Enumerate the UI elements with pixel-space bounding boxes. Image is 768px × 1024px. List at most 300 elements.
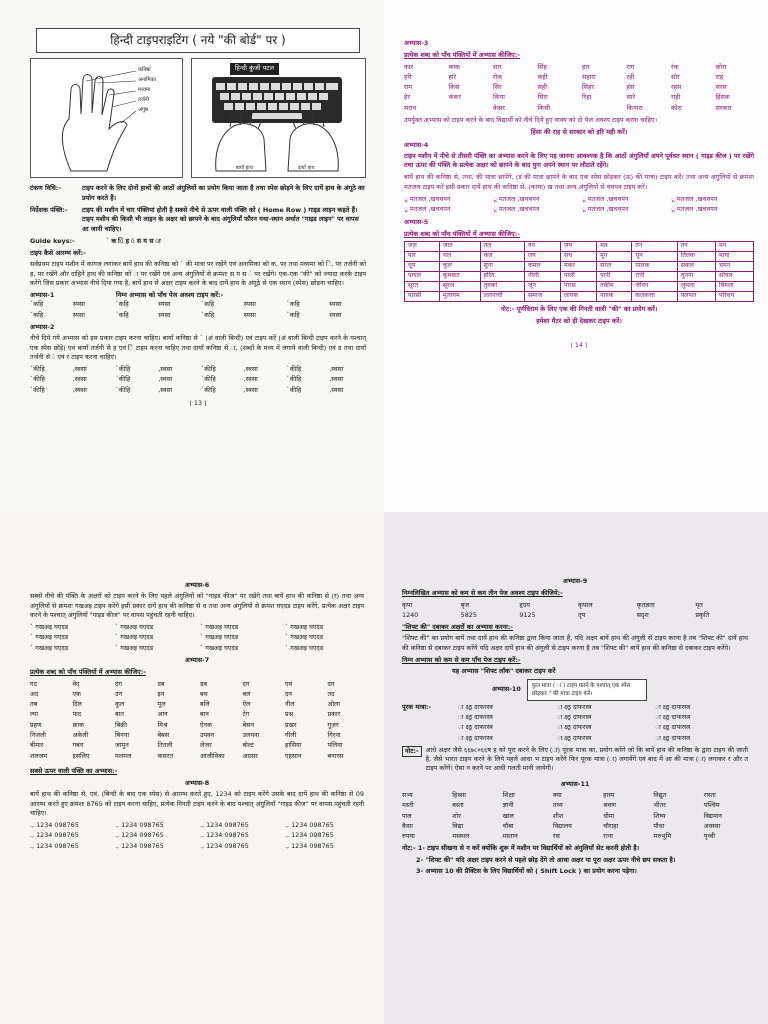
grid-cell: उलयना [242, 730, 260, 739]
grid-cell: तब [30, 700, 38, 709]
table-cell: ललनाची [480, 291, 524, 301]
table-cell: सोयल [716, 272, 754, 282]
grid-cell: स्यसा [329, 310, 342, 319]
table-cell: जीवन [632, 282, 677, 292]
grid-cell: `कीहि [286, 375, 302, 384]
grid-cell: ा क्ष्ठ्र दाफरस्त्र [655, 702, 691, 711]
grid-cell: हिस्सा [452, 791, 466, 799]
grid-cell: स्यसा [329, 300, 342, 309]
grid-cell: ,स्वसा [329, 365, 344, 374]
grid-cell: 5825 [460, 610, 477, 619]
grid-cell: `कीहि [115, 365, 131, 374]
table-cell: पारसी [405, 291, 440, 301]
table-cell: तुमको [480, 282, 524, 292]
grid-cell: ओला [327, 700, 341, 709]
left-hand-label: बायाँ हाथ [235, 165, 253, 172]
table-row [405, 242, 754, 252]
grid-cell: शिक्षा [502, 791, 515, 799]
grid-cell: ू मतजल ,खचवपन [493, 194, 540, 203]
grid-cell: टेग [242, 710, 250, 719]
grid-cell: शिष्य [653, 811, 666, 820]
grid-cell: राग [626, 62, 635, 71]
grid-cell: ा क्ष्ठ्र दाफरस्त्र [556, 713, 592, 722]
note-label: नोट:- [402, 746, 422, 757]
grid-cell: `कीहि [115, 375, 131, 384]
exercise-grid [30, 680, 364, 761]
table-cell: सुना [480, 262, 524, 272]
grid-cell: बल [242, 689, 251, 698]
grid-cell: श्रवण [603, 801, 616, 810]
grid-cell: खाल [502, 811, 514, 820]
exercise-heading: अभ्यास-8 [184, 779, 210, 788]
grid-cell: 1240 [402, 610, 419, 619]
grid-cell: सरस [715, 83, 727, 92]
definition-label: निर्देशक पंक्ति:- [30, 205, 68, 214]
table-cell: चुनना [677, 272, 715, 282]
exercise-heading: अभ्यास-10 [492, 684, 521, 693]
grid-cell: गद [30, 679, 37, 688]
note-item: नोट:- 1- टाइप सीखना से न करें क्योंकि शुरू में मशीन पर विद्यार्थियों को अंगुलियाँ सेट करनी होती है। [402, 844, 640, 853]
finger-label: कनिष्ठा [138, 67, 151, 74]
grid-cell: ज्ञानी [502, 801, 514, 810]
exercise-instruction: प्रत्येक शब्द को पाँच पंक्तियों में अभ्यास कीजिए:- [30, 668, 146, 677]
table-cell: माया [716, 252, 754, 262]
grid-cell: भीतर [653, 801, 666, 810]
exercise-grid [30, 821, 364, 851]
grid-cell: ,स्वसा [243, 365, 258, 374]
grid-cell: डब [200, 679, 208, 688]
grid-cell: ., 1234 098765 [115, 821, 164, 830]
grid-cell: रोक [493, 72, 503, 81]
grid-cell: सिरा [537, 93, 548, 102]
grid-cell: `कहि [201, 310, 215, 319]
table-row [405, 272, 754, 282]
grid-cell: उन [115, 689, 123, 698]
grid-cell: `कीहि [201, 365, 216, 374]
grid-cell: ., 1234 098765 [30, 841, 79, 850]
grid-cell: ू मतजल ,खचवपन [493, 205, 540, 214]
definition-label: टंकण विधि:- [30, 184, 61, 193]
table-cell: कल [480, 252, 524, 262]
grid-cell: `कहि [201, 300, 215, 309]
finger-label: मध्यमा [138, 87, 151, 94]
grid-cell: वेद [72, 679, 80, 688]
grid-cell: ` गखअइ घएदड [30, 633, 69, 642]
grid-cell: बात [115, 710, 124, 719]
table-cell: पलपल [677, 291, 715, 301]
grid-cell: मरुभूमि [653, 832, 672, 841]
table-cell: सूरज [439, 282, 480, 292]
grid-cell: ,स्वसा [72, 365, 87, 374]
grid-cell: सारे [626, 93, 636, 102]
table-cell: कुमकत [439, 272, 480, 282]
note-item: 2- "शिफ्ट की" यदि अक्षर टाइप करने से पहले छोड़ देंगे तो आधा अक्षर या पूरा अक्षर ऊपर नीचे छप सकता है। [416, 855, 676, 864]
exercise-heading: अभ्यास-5 [404, 217, 429, 226]
grid-cell: रुपया [402, 832, 415, 841]
grid-cell: प्रकार [327, 710, 341, 719]
grid-cell: ., 1234 098765 [200, 831, 249, 840]
table-cell: सच [560, 252, 596, 262]
table-cell: पल [405, 252, 440, 262]
grid-cell: पृथ्वी [703, 832, 716, 841]
grid-cell: अद [30, 689, 39, 698]
grid-cell: मलमल [115, 751, 132, 760]
grid-cell: विद्या [452, 821, 464, 830]
finger-label: अंगुष्ठ [138, 107, 148, 114]
grid-cell: सही [537, 83, 547, 92]
grid-cell: हासिया [285, 741, 302, 750]
grid-cell: रहस [671, 83, 682, 92]
grid-cell: बेसन [242, 720, 255, 729]
grid-cell: शलजम [30, 751, 48, 760]
table-cell: पायल [405, 272, 440, 282]
grid-cell: सोर [671, 72, 680, 81]
grid-cell: `कीहि [286, 385, 302, 394]
grid-cell: ` गखअइ घएदड [30, 623, 69, 632]
finger-diagram [30, 58, 183, 178]
table-cell: तल [480, 242, 524, 252]
grid-cell: इन [157, 689, 165, 698]
grid-cell: रिहा [582, 93, 592, 102]
grid-cell: सार [493, 62, 502, 71]
exercise-heading: अभ्यास-1 [30, 291, 55, 300]
grid-cell: बलि [200, 700, 210, 709]
paragraph: "शिफ्ट की" का प्रयोग बायें तथा दायें हाथ की कनिष्ठा द्वारा किया जाता है, यदि अक्षर बायें हाथ की अंगुली से टाइप करना है तब "शिफ्ट की" दायें हाथ की कनिष्ठा से दबाकर टाइप करेंगे यदि अक्षर दायें हाथ की अंगुली से टाइप करना है तब "शिफ्ट की" बायें हाथ की कनिष्ठा से दबाकर टाइप करेंगे। [402, 634, 748, 652]
table-cell: जुमला [677, 282, 715, 292]
exercise-instruction: प्रत्येक शब्द को पाँच पंक्तियों में अभ्यास कीजिए:- [404, 229, 520, 238]
grid-cell: `कहि [30, 300, 44, 309]
grid-cell: विद्यमान [703, 811, 722, 820]
grid-cell: पलिया [327, 741, 343, 750]
grid-cell: ,स्वसा [243, 375, 258, 384]
grid-cell [449, 104, 488, 113]
exercise-grid [402, 601, 748, 621]
grid-cell: गिरना [327, 730, 341, 739]
table-cell: बिमला [716, 282, 754, 292]
grid-cell: अग्रसर [242, 751, 258, 760]
grid-cell: मस्स्थल [452, 832, 470, 841]
grid-cell: इसलिए [72, 751, 90, 760]
grid-cell: मूल [157, 700, 166, 709]
grid-cell: ल्पा [30, 710, 39, 719]
exercise-heading: अभ्यास-11 [560, 779, 590, 788]
grid-cell: स्यसा [72, 300, 85, 309]
table-cell: पारस [560, 282, 596, 292]
grid-cell: गुज़र [327, 720, 339, 729]
exercise-heading: अभ्यास-6 [184, 581, 210, 589]
grid-cell: शीश [552, 811, 564, 820]
grid-cell: ा क्ष्ठ्र दाफरस्त्र [458, 733, 493, 742]
grid-cell: प्रश्न [285, 710, 294, 719]
grid-cell: ू मतजल ,खचवपन [582, 194, 629, 203]
page-title: हिन्दी टाइपराइटिंग ( नये "की बोर्ड" पर ) [36, 28, 360, 53]
right-hand-label: दायाँ हाथ [297, 165, 315, 172]
grid-cell: `कहि [115, 310, 129, 319]
note-item: 3- अभ्यास 10 की प्रैक्टिस के लिए विद्यार्थियों को ( Shift Lock ) का प्रयोग करना पड़ेगा। [416, 866, 637, 875]
grid-cell: हारे [448, 72, 457, 81]
table-cell: कुल [439, 262, 480, 272]
grid-cell: ा क्ष्ठ्र दाफरस्त्र [556, 723, 592, 732]
grid-cell: `कहि [286, 310, 300, 319]
table-cell: तकीम [597, 282, 632, 292]
grid-cell: स्यसा [243, 310, 256, 319]
grid-cell: तद [327, 689, 335, 698]
grid-cell: रही [626, 72, 635, 81]
keyboard-diagram [191, 58, 366, 178]
paragraph: टाइप मशीन में नीचे से तीसरी पंक्ति का अभ्यास करने के लिए यह जानना आवश्यक है कि आठों अंगुलियाँ अपने पूर्ववत स्थान ( गाइड कीज ) पर रखेंगे तथा ऊपर की पंक्ति के प्रत्येक अक्षर को छापने के बाद पुनः अपने स्थान पर लौटाते रहेंगे। [404, 151, 754, 170]
exercise-instruction: निम्न अभ्यास को पाँच पेज अवश्य टाइप करें:- [116, 291, 224, 300]
grid-cell: सिर [493, 83, 502, 92]
table-cell: चमन [716, 262, 754, 272]
grid-cell: कैसा [402, 821, 413, 830]
practice-sentence: हिंसा की राह से सरकार को हरि मही करें। [530, 128, 628, 137]
grid-cell: `कीहि [286, 365, 302, 374]
grid-cell: ., 1234 098765 [115, 841, 164, 850]
grid-cell: हेर [404, 93, 411, 102]
table-cell: परिचय [716, 291, 754, 301]
grid-cell: अवस्था [703, 821, 721, 830]
grid-cell: बीमार [30, 741, 44, 750]
grid-cell: `कीहि [30, 365, 45, 374]
table-cell: चुन [632, 252, 677, 262]
grid-cell: बेबस [157, 730, 170, 739]
table-cell: तिलक [677, 252, 715, 262]
grid-cell: ` गखअइ घएदड [115, 623, 154, 632]
grid-cell: प्रकृति [695, 610, 710, 619]
grid-cell: ा क्ष्ठ्र दाफरस्त्र [655, 713, 691, 722]
grid-cell: क्राक [72, 720, 84, 729]
page-number: ( 14 ) [570, 340, 588, 349]
grid-cell: दंग [327, 679, 335, 688]
table-cell: रानी [632, 272, 677, 282]
table-cell: लय [524, 252, 560, 262]
table-cell: पालक [632, 262, 677, 272]
grid-cell: सभ्य [402, 791, 413, 799]
shift-lock-row [402, 667, 748, 676]
grid-cell: `कीहि [30, 375, 45, 384]
table-cell: चल [439, 252, 480, 262]
grid-cell: गबन [72, 741, 84, 750]
exercise-grid [402, 791, 748, 841]
keyboard-title: हिन्दी कुंजी पटल [230, 63, 279, 74]
page-16 [384, 512, 768, 1024]
grid-cell: सहारा [582, 72, 596, 81]
grid-cell: दंग [115, 679, 122, 688]
paragraph: उपर्युक्त अभ्यास को टाइप करने के बाद विद्यार्थी को नीचे दिये हुए वाक्य को दो पेज अवश्य टाइप करना चाहिए। [404, 115, 657, 124]
guide-keys: ` क ि ह ं स य स ा [106, 236, 161, 245]
grid-cell: दग [242, 679, 250, 688]
word-table [404, 241, 754, 302]
grid-cell [582, 104, 621, 113]
grid-cell: प्रहण [30, 720, 42, 729]
grid-cell: किसी [537, 103, 551, 112]
grid-cell: ` गखअइ घएदड [115, 633, 154, 642]
exercise-header [30, 291, 366, 300]
exercise-instruction: निम्नलिखित अभ्यास को कम से कम तीन पेज अवश्य टाइप कीजिये:- [402, 589, 563, 598]
grid-cell: विद्यालय [552, 821, 572, 830]
grid-cell: किया [493, 93, 505, 102]
grid-cell: ., 1234 098765 [115, 831, 164, 840]
grid-cell: विद्युत [653, 791, 667, 799]
grid-cell: ., 1234 098765 [285, 821, 334, 830]
section-heading: सबसे ऊपर वाली पंक्ति का अभ्यास:- [30, 766, 118, 775]
grid-cell: ा क्ष्ठ्र दाफरस्त्र [458, 723, 493, 732]
grid-cell: राह [715, 72, 724, 81]
page-15 [0, 512, 384, 1024]
table-cell: सकल [677, 262, 715, 272]
grid-cell: स्यसा [158, 300, 171, 309]
note: हमेशा मैटर को ही देखकर टाइप करें। [536, 317, 622, 326]
page-14 [384, 0, 768, 512]
grid-cell: ,स्वसा [158, 385, 173, 394]
table-cell: धूप [405, 262, 440, 272]
grid-cell: `कीहि [115, 385, 131, 394]
exercise-10-header [402, 679, 748, 701]
grid-cell: एक [72, 689, 81, 698]
grid-cell: चौराहा [603, 821, 619, 830]
table-cell: मकर [560, 262, 596, 272]
grid-cell: ा क्ष्ठ्र दाफरस्त्र [556, 702, 592, 711]
grid-cell: बनारस [327, 751, 344, 760]
table-cell: तन [632, 242, 677, 252]
grid-cell: तथ्य [552, 801, 563, 810]
grid-cell: बिनना [115, 730, 130, 739]
grid-cell: ,स्वसा [158, 365, 173, 374]
section-heading: "शिफ्ट की" दबाकर अक्षरों का अभ्यास करना:- [402, 623, 513, 632]
grid-cell: ` गखअइ घएदड [30, 643, 69, 652]
exercise-grid [404, 63, 754, 113]
note [402, 746, 748, 777]
hand-illustration [31, 59, 181, 178]
grid-cell: धीमा [603, 811, 615, 820]
grid-cell: पाल [402, 811, 412, 820]
grid-cell: तितली [157, 741, 173, 750]
grid-cell: कुल [115, 700, 125, 709]
grid-cell: ., 1234 098765 [285, 831, 334, 840]
table-cell: सरल [597, 262, 632, 272]
grid-cell: `कीहि [30, 385, 45, 394]
grid-cell: ,स्वसा [72, 385, 87, 394]
grid-cell: कृपाल [578, 600, 593, 609]
keyboard-illustration [192, 59, 362, 178]
grid-cell: ा क्ष्ठ्र दाफरस्त्र [655, 733, 691, 742]
definition-text: टाइप की मशीन में चार पंक्तियां होती है सबसे नीचे से ऊपर वाली पंक्ति को ( Home Row ) गाइड लाइन कहते हैं। टाइप मशीन की किसी भी लाइन के अक्षर को छापने के बाद अंगुलियाँ फौरन यथा-स्थान अर्थात "गाइड लाइन" पर वापस आ जानी चाहिए। [82, 205, 359, 233]
grid-cell: `कहि [30, 310, 44, 319]
grid-cell: आजीविका [200, 751, 225, 760]
table-cell: वन [524, 242, 560, 252]
grid-cell: गीली [285, 730, 297, 739]
grid-cell: बृज [460, 600, 470, 609]
grid-cell: कोरा [671, 103, 682, 112]
grid-cell: एहसान [285, 751, 302, 760]
exercise-10 [402, 703, 748, 746]
table-cell: मन [716, 242, 754, 252]
table-cell: मून [597, 252, 632, 262]
grid-cell: सराय [404, 103, 417, 112]
table-cell: मुलायम [439, 291, 480, 301]
table-cell: हरित [480, 272, 524, 282]
grid-cell: कियारा [626, 103, 643, 112]
grid-cell: ा क्ष्ठ्र दाफरस्त्र [458, 702, 493, 711]
exercise-heading: अभ्यास-9 [562, 577, 588, 585]
grid-cell: ., 1234 098765 [285, 841, 334, 850]
table-cell: पानी [597, 272, 632, 282]
grid-cell: बान [200, 710, 209, 719]
grid-cell: ., 1234 098765 [200, 841, 249, 850]
finger-label: अनामिका [138, 77, 156, 84]
grid-cell: मस्ती [402, 801, 414, 810]
paragraph: बायें हाथ की कनिष्ठा से, एवं, (बिन्दी के बाद एक स्पेस) से आरम्भ करते हुए, 1234 को टाइप करेंगे उसके बाद दायें हाथ की कनिष्ठा से 09 आरम्भ करते हुए क्रमशः 8765 को टाइप करना चाहिए, प्रत्येक निनती टाइप करने के बाद पश्चात् अंगुलियाँ "गाइड कीज" पर वापस पहुंचती रहनी चाहिए। [30, 790, 364, 817]
grid-cell: ू मतजल ,खचवपन [582, 205, 629, 214]
note: नोट:- पूर्णविराम के लिए एक की गिनती वाली "की" का प्रयोग करें। [500, 304, 658, 313]
grid-cell: मस्तान [502, 832, 518, 841]
grid-cell: काक [448, 62, 460, 71]
grid-cell: दिल [72, 700, 82, 709]
grid-cell: सदृश [636, 610, 649, 619]
grid-cell: ,स्वसा [329, 375, 344, 384]
grid-cell: हिंसक [715, 93, 730, 102]
table-row [405, 262, 754, 272]
grid-cell: जामुन [115, 741, 129, 750]
table-row [405, 282, 754, 292]
grid-cell: किस [448, 83, 460, 92]
grid-cell: राही [671, 93, 681, 102]
table-cell: जल [405, 242, 440, 252]
grid-cell: एवं [285, 679, 293, 688]
table-cell: समाज [524, 291, 560, 301]
table-cell: जय [560, 242, 596, 252]
grid-cell: कार [404, 62, 414, 71]
grid-cell: प्रखर [285, 720, 297, 729]
exercise-grid [404, 195, 754, 215]
exercise-heading: अभ्यास-7 [184, 655, 210, 664]
grid-cell: ा क्ष्ठ्र दाफरस्त्र [556, 733, 592, 742]
definition [30, 206, 366, 234]
grid-cell: बिक्री [115, 720, 127, 729]
shift-lock-instruction: यह अभ्यास "शिफ्ट लॉक" दबाकर टाइप करें [452, 667, 556, 676]
grid-cell: 9125 [519, 610, 536, 619]
grid-cell: ,स्वसा [158, 375, 173, 384]
table-cell: सूरत [405, 282, 440, 292]
grid-cell: `कीहि [201, 375, 216, 384]
grid-cell: तृप [578, 610, 586, 619]
table-cell: नीली [524, 272, 560, 282]
grid-cell: अकेली [72, 730, 89, 739]
grid-cell: सिंह [537, 62, 547, 71]
table-cell: कमल [524, 262, 560, 272]
grid-cell: स्यसा [243, 300, 256, 309]
grid-cell: ऐल [242, 700, 251, 709]
grid-cell: हार [582, 62, 590, 71]
table-cell: जात [439, 242, 480, 252]
grid-cell: रंक [671, 62, 679, 71]
exercise-instruction: प्रत्येक शब्द को पाँच पंक्तियों में अभ्यास कीजिए:- [404, 51, 520, 60]
grid-cell: स्यसा [158, 310, 171, 319]
table-row [405, 252, 754, 262]
exercise-grid [30, 365, 366, 395]
table-cell: कलकत्ता [632, 291, 677, 301]
grid-cell: क्या [552, 791, 562, 799]
grid-cell: राम [404, 83, 413, 92]
grid-cell: स्यसा [72, 310, 85, 319]
exercise-grid [30, 623, 364, 653]
grid-cell: हरि [404, 72, 412, 81]
exercise-grid [30, 300, 366, 320]
notes-list [402, 844, 748, 876]
grid-cell: केसर [493, 103, 505, 112]
grid-cell: मिश्र [157, 720, 168, 729]
section-heading: टाइप कैसे आरम्भ करें:- [30, 249, 86, 258]
